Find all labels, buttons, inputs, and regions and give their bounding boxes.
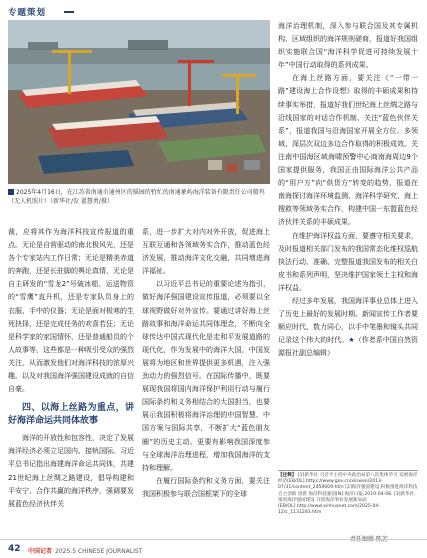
col2-paragraph-2: 以习近平总书记的重要论述为指引，做好海洋强国建设宣传报道，必须要以全球视野做好对外宣传。要通过讲好海上丝路故事和海洋命运共同体理念，不断向全球传达中国式现代化是走和平发展道路的现代化，作为发展中的海洋大国，中国发展将为地区和世界提供更多机遇，注入强劲动力的强烈信号。在国际传播中，既要展现我国将国内海洋保护利用行动与履行国际条约和义务相结合的大国担当，也要展示我国积极将海洋治理的中国智慧、中国方案与国际共享，不断扩大“蓝色朋友圈”的历史主动。更要有影响我国深度参与全球海洋治理进程，增加我国海洋的支持和理解。 <box>142 280 270 472</box>
journal-info <box>28 546 142 555</box>
responsible-editor: 责任编辑 陈芳 <box>350 536 388 543</box>
col1-paragraph-1: 裁，应将其作为海洋科技宣传报道的重点。无论是自营驱动的南北极风光，还是各个专家站内工作日常；无论是精美赤道的奔跑，还是长驻脚的舆论真情，无论是自主研发的“雪龙2”号破冰船、运送物资的“雪鹰”直升机，还是专家队员身上的衣服、手中的仪器；无论是面对极寒的生死抉择，还是完成任务的欢喜若狂；无论是科学家的家国情怀，还是普通船员的个人故事等，这些都是一种吸引受众的强烈关注，从而激发他们对海洋科技的浓厚兴趣。以及对我国海洋强国建设成就的自信自豪。 <box>8 228 134 394</box>
col3-paragraph-4 <box>278 295 418 360</box>
section-tag-bar <box>64 11 74 13</box>
page-footer <box>0 539 427 558</box>
end-mark-icon: ★ <box>348 336 355 345</box>
col2-paragraph-3: 在履行国际条约和义务方面，要关注我国积极参与联合国框架下的全球 <box>142 476 270 498</box>
col3-paragraph-2: 在海上丝路方面，要关注《“一带一路”建设海上合作设想》取得的丰硕成果和持续事实举措，报道好我们世纪海上丝绸之路与沿线国家的对话合作机制、关注“蓝色伙伴关系”，报道我国与沿海国家开展全方位、多领域、深层次双边多边合作取得的积极成效。关注南中国海区域海啸预警中心商南海周边9个国家提供服务，我国正由国际海洋公共产品的“用户方”向“供货方”转变的趋势，报道在南海探讨海洋环境监测、海洋科学研究、海上搜救等领域务实合作，构建中国一东盟蓝色经济伙伴关系的丰硕成果。 <box>278 74 418 227</box>
column-2 <box>142 226 270 536</box>
references-box <box>278 470 418 535</box>
column-1 <box>8 226 134 536</box>
author-signature: （作者系中国自然资源报社副总编辑） <box>278 336 418 358</box>
page-number: 42 <box>8 544 21 554</box>
col3-paragraph-4-text: 经过多年发展，我国海洋事业总体上进入了历史上最好的发展时期。新闻宣传工作者要顺应时代、数力同心，以手中笔墨和镜头共同记录这个伟大的时代。 <box>278 296 418 345</box>
col3-paragraph-3: 在维护海洋权益方面，要遵守相关要求，及时报道相关部门发布的我国常态化维权巡航执法行动、准确、完整报道我国发布的相关白皮书和系列声明，坚决维护国家领土主权和海洋权益。 <box>278 231 418 292</box>
caption-text: 2025年4月16日，在江苏省南通市通州区的锚园的暂忙的南通象屿海洋装备有限责任公司船坞（无人机照片）（新华社/发 翟慧勇/摄） <box>8 189 265 205</box>
col2-paragraph-1: 系，进一步扩大对内对外开放，促进海上互联互通和各领域务实合作，推动蓝色经济发展，推动海洋文化交融，共同增进海洋福祉。 <box>142 228 270 276</box>
column-3 <box>278 20 418 465</box>
col3-paragraph-1: 海洋治理机制，深入参与联合国及其专属机构、区域组织的海洋规则磋商，报道好我国组织实施联合国“海洋科学促进可持续发展十年”中国行动取得的系列成果。 <box>278 22 418 70</box>
col1-paragraph-2: 海洋的开放性和包容性，决定了发展海洋经济必须立足国内、接轨国际。习近平总书记指出海建海洋命运共同体，共建21世纪海上丝绸之路建设，倡导构建和平安宁、合作共赢的海洋秩序，强调要发展蓝色经济伙伴关 <box>8 434 134 508</box>
shipyard-photo <box>8 20 270 184</box>
caption-marker-icon <box>8 189 14 195</box>
references-text: [1]新华社.习近平主持中央政治局第八次集体学习 发展海洋经济[EB/OL].https://www.gov.cn/xinwen/2013-07/31/content_2459009.htm [2]海洋强国建设 积极推进海洋科技自主创新 创新 海洋科技强国[N].海洋日报,2019-04-08. [3]新华社.推进海洋强国建设 开创海洋事业发展新局面[EB/OL].http://www.xinhuanet.com/2025-04-12/c_1131283.htm <box>278 473 418 516</box>
journal-logo: 中国记者 <box>28 548 53 555</box>
section-heading-4: 四、以海上丝路为重点，讲好海洋命运共同体故事 <box>8 403 134 427</box>
references-label: 【注释】 <box>278 473 297 478</box>
photo-caption <box>8 188 270 206</box>
journal-issue: 2025.5 CHINESE JOURNALIST <box>55 548 143 555</box>
section-tag: 专题策划 <box>8 8 47 18</box>
